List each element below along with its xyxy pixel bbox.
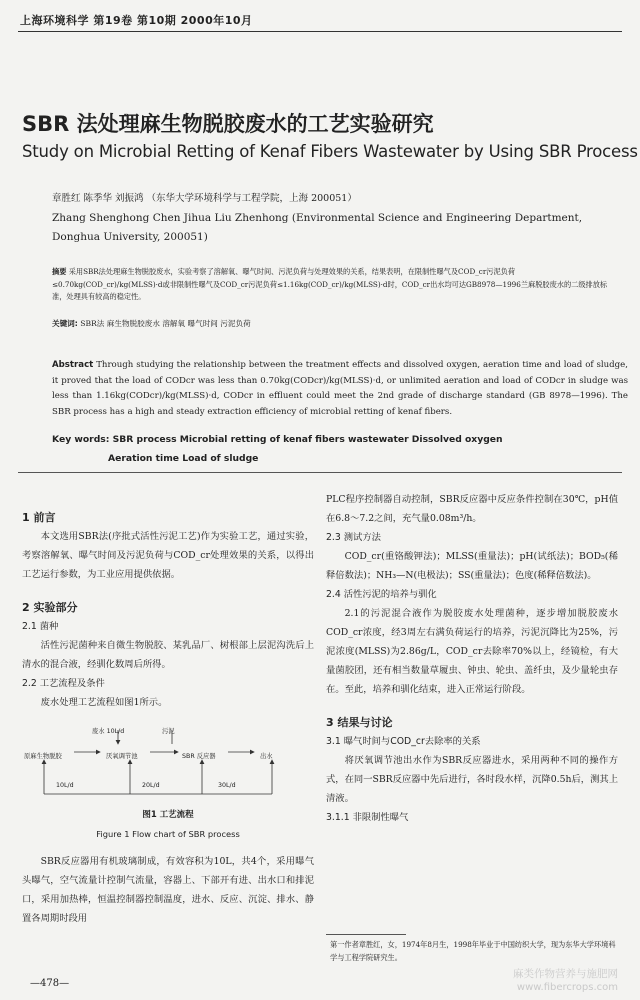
section-2-4-text: 2.1的污泥混合液作为脱胶废水处理菌种，逐步增加脱胶废水COD_cr浓度，经3周左右满负荷运行的培养，污泥沉降比为25%，污泥浓度(MLSS)为2.86g/L，COD_cr去除率70%以上，经镜检，有大量菌胶团，还有相当数量草履虫、钟虫、轮虫、盖纤虫，及少量轮虫存在。至此，培养和驯化结束，进入正常运行阶段。: [326, 608, 618, 695]
fig-flow-3: 30L/d: [218, 782, 236, 789]
section-3-heading: 3 结果与讨论: [326, 716, 393, 729]
left-column: [22, 508, 314, 928]
section-1-text: 本文选用SBR法(序批式活性污泥工艺)作为实验工艺，通过实验，考察溶解氧、曝气时间及污泥负荷与COD_cr处理效果的关系，以得出工艺运行参数，为工业应用提供依据。: [22, 531, 314, 580]
fig-flow-1: 10L/d: [56, 782, 74, 789]
keywords-cn-label: 关键词:: [52, 319, 78, 328]
figure-1-caption-en: Figure 1 Flow chart of SBR process: [96, 829, 240, 839]
fig-label-top2: 污泥: [162, 728, 175, 735]
keywords-english: [52, 430, 628, 468]
header-rule: [18, 31, 622, 32]
section-2-2-text: 废水处理工艺流程如图1所示。: [40, 697, 168, 708]
fig-box-4: 出水: [260, 753, 273, 760]
right-column: [326, 490, 618, 827]
section-2-3-heading: 2.3 测试方法: [326, 532, 381, 543]
section-3-1-text: 将厌氧调节池出水作为SBR反应器进水，采用两种不同的操作方式，在同一SBR反应器中先后进行，各时段水样，沉降0.5h后，测其上清液。: [326, 755, 618, 804]
fig-label-top: 废水 10L/d: [92, 728, 125, 735]
section-2-4-heading: 2.4 活性污泥的培养与驯化: [326, 589, 437, 600]
keywords-en-line1: SBR process Microbial retting of kenaf fibers wastewater Dissolved oxygen: [112, 434, 503, 445]
section-2-3-text: COD_cr(重铬酸钾法)；MLSS(重量法)；pH(试纸法)；BOD₅(稀释倍数法)；NH₃—N(电极法)；SS(重量法)；色度(稀释倍数法)。: [326, 551, 618, 581]
section-3-1-1-heading: 3.1.1 非限制性曝气: [326, 812, 409, 823]
title-chinese: SBR 法处理麻生物脱胶废水的工艺实验研究: [22, 112, 434, 136]
journal-header: 上海环境科学 第19卷 第10期 2000年10月: [20, 14, 253, 27]
section-2-1-heading: 2.1 菌种: [22, 621, 59, 632]
watermark-url: www.fibercrops.com: [516, 982, 618, 993]
section-2-heading: 2 实验部分: [22, 601, 78, 614]
section-3-1-heading: 3.1 曝气时间与COD_cr去除率的关系: [326, 736, 481, 747]
watermark-name: 麻类作物营养与施肥网: [513, 968, 618, 980]
footnote-rule: [326, 934, 406, 935]
section-2-1-text: 活性污泥菌种来自微生物脱胶、某乳品厂、树根部上层泥沟洗后上清水的混合液，经驯化数周后所得。: [22, 640, 314, 670]
abstract-rule: [18, 472, 622, 473]
figure-1-caption-cn: 图1 工艺流程: [142, 810, 194, 820]
abstract-en-text: Through studying the relationship between the treatment effects and dissolved oxygen, aeration time and load of sludge, it proved that the load of CODcr was less than 0.70kg(CODcr)/kg(MLSS)·d, or unlimited aeration and load of CODcr in sludge was less than 1.16kg(CODcr)/kg(MLSS)·d, CODcr in effluent could meet the 2nd grade of discharge standard (GB 8978—1996). The SBR process has a high and steady extraction efficiency of microbial retting of kenaf fibers.: [52, 360, 629, 417]
page-number: —478—: [30, 978, 70, 989]
authors-english: Zhang Shenghong Chen Jihua Liu Zhenhong (Environmental Science and Engineering Department, Donghua University, 200051): [52, 212, 583, 243]
title-english: Study on Microbial Retting of Kenaf Fibers Wastewater by Using SBR Process: [22, 142, 638, 161]
figure-1-flowchart: [22, 714, 314, 806]
section-1-heading: 1 前言: [22, 511, 56, 524]
keywords-cn-text: SBR法 麻生物脱胶废水 溶解氧 曝气时间 污泥负荷: [80, 319, 251, 328]
section-2-2-heading: 2.2 工艺流程及条件: [22, 678, 105, 689]
fig-box-1: 原麻生物脱胶: [24, 753, 62, 760]
fig-flow-2: 20L/d: [142, 782, 160, 789]
footnote: 第一作者章胜红，女，1974年8月生，1998年毕业于中国纺织大学，现为东华大学环境科学与工程学院研究生。: [330, 940, 616, 962]
abstract-chinese: [52, 266, 618, 304]
abstract-en-label: Abstract: [52, 360, 94, 370]
fig-box-3: SBR 反应器: [182, 753, 216, 760]
keywords-en-line2: Aeration time Load of sludge: [108, 453, 259, 464]
keywords-en-label: Key words:: [52, 434, 110, 445]
continued-text: PLC程序控制器自动控制，SBR反应器中反应条件控制在30℃，pH值在6.8～7.2之间，充气量0.08m³/h。: [326, 494, 618, 524]
abstract-english: [52, 358, 628, 420]
authors-chinese: 章胜红 陈季华 刘振鸿 （东华大学环境科学与工程学院，上海 200051）: [52, 193, 357, 204]
keywords-chinese: [52, 318, 251, 329]
fig-box-2: 厌氧调节池: [106, 753, 138, 760]
abstract-cn-label: 摘要: [52, 267, 67, 276]
abstract-cn-text: 采用SBR法处理麻生物脱胶废水，实验考察了溶解氧、曝气时间、污泥负荷与处理效果的关系，结果表明，在限制性曝气及COD_cr污泥负荷≤0.70kg(COD_cr)/kg(MLSS)·d或非限制性曝气及COD_cr污泥负荷≤1.16kg(COD_cr)/kg(MLSS)·d时，COD_cr出水均可达GB8978—1996兰麻脱胶废水的二级排放标准，处理具有较高的稳定性。: [52, 267, 608, 301]
sbr-reactor-paragraph: SBR反应器用有机玻璃制成，有效容积为10L，共4个，采用曝气头曝气，空气流量计控制气流量，容器上、下部开有进、出水口和排泥口，采用加热棒，恒温控制器控制温度，进水、反应、沉淀、排水、静置各周期时段用: [22, 856, 314, 924]
